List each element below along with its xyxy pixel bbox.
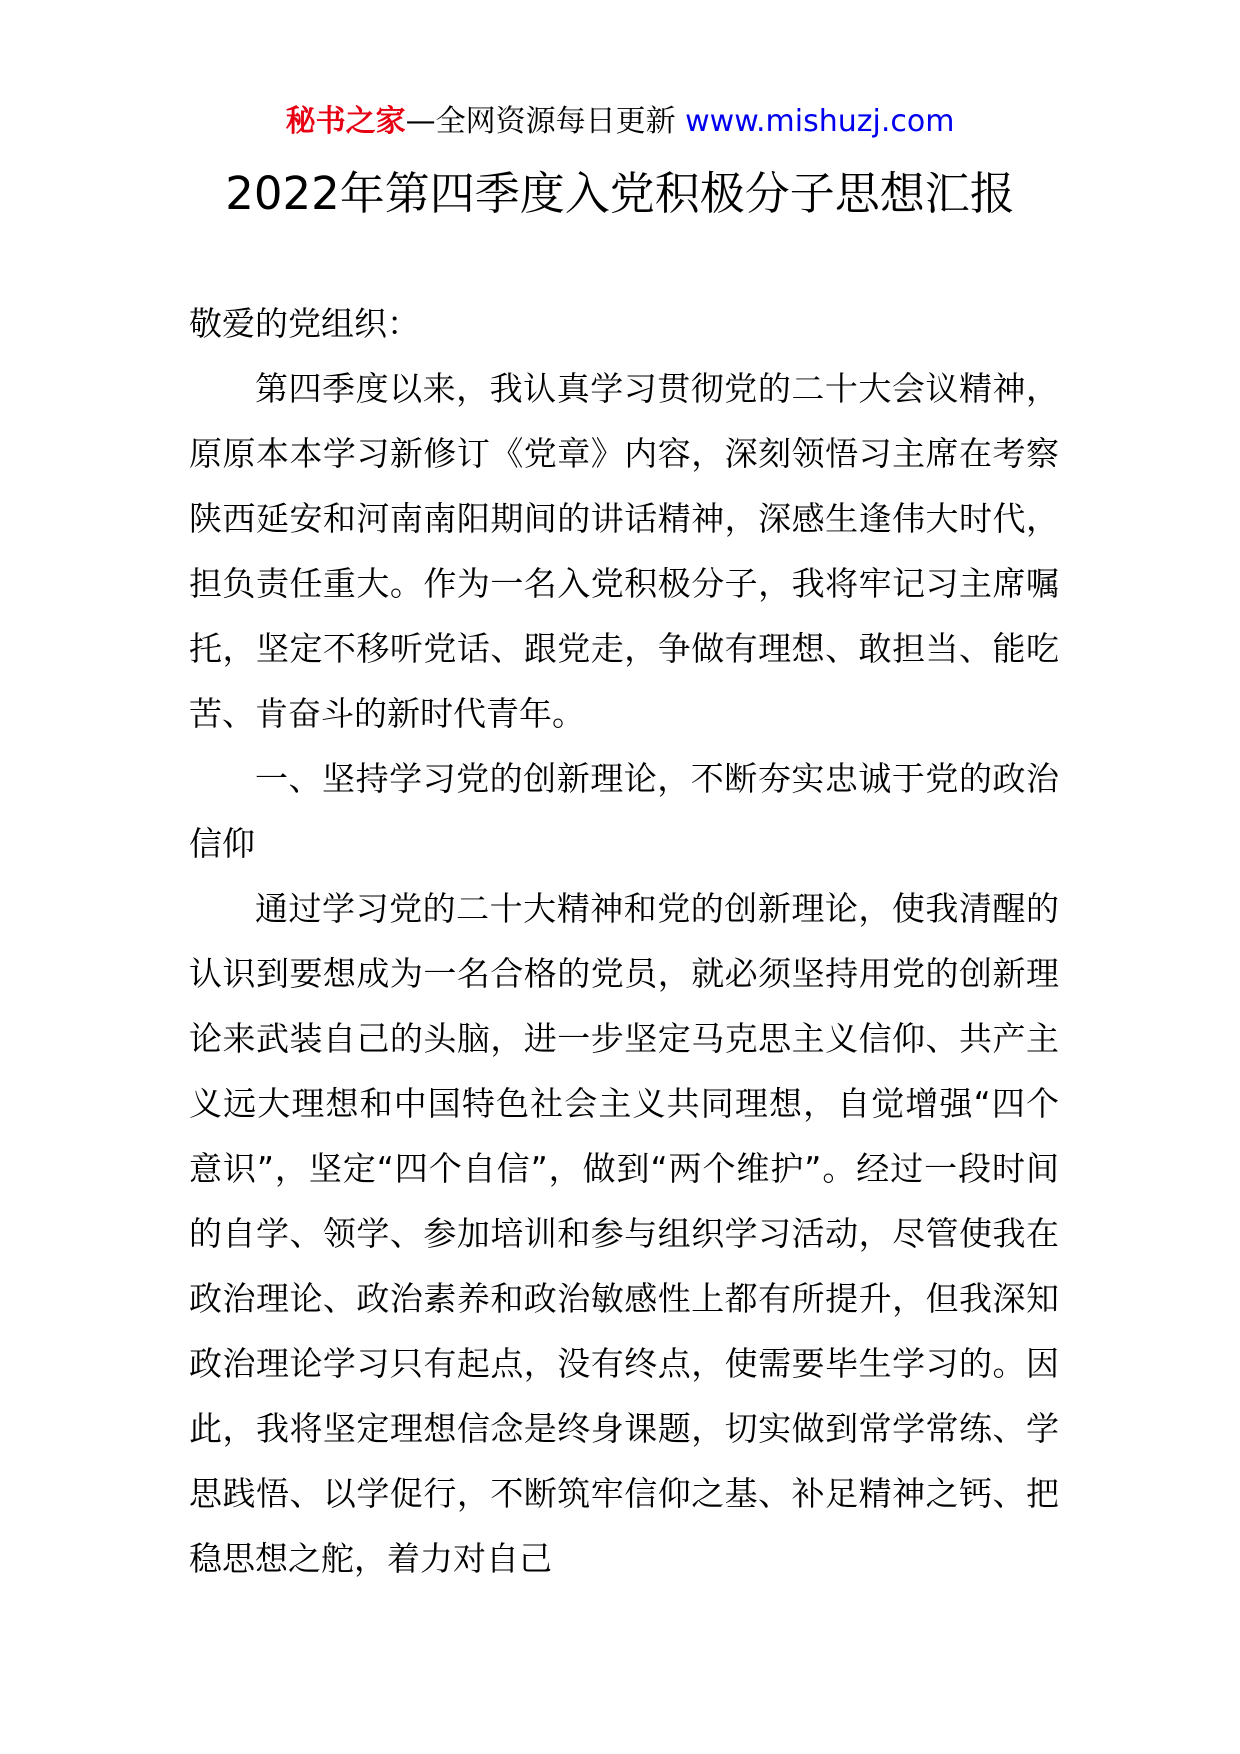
- salutation: 敬爱的党组织：: [189, 304, 420, 343]
- paragraph-intro: 第四季度以来，我认真学习贯彻党的二十大会议精神，原原本本学习新修订《党章》内容，深刻领悟习主席在考察陕西延安和河南南阳期间的讲话精神，深感生逢伟大时代，担负责任重大。作为一名入党积极分子，我将牢记习主席嘱托，坚定不移听党话、跟党走，争做有理想、敢担当、能吃苦、肯奋斗的新时代青年。: [189, 369, 1059, 733]
- paragraph-section-1: 通过学习党的二十大精神和党的创新理论，使我清醒的认识到要想成为一名合格的党员，就必须坚持用党的创新理论来武装自己的头脑，进一步坚定马克思主义信仰、共产主义远大理想和中国特色社会主义共同理想，自觉增强“四个意识”，坚定“四个自信”，做到“两个维护”。经过一段时间的自学、领学、参加培训和参与组织学习活动，尽管使我在政治理论、政治素养和政治敏感性上都有所提升，但我深知政治理论学习只有起点，没有终点，使需要毕生学习的。因此，我将坚定理想信念是终身课题，切实做到常学常练、学思践悟、以学促行，不断筑牢信仰之基、补足精神之钙、把稳思想之舵，着力对自己: [189, 889, 1059, 1578]
- header-banner: [0, 100, 1240, 144]
- header-tagline: —全网资源每日更新: [405, 104, 676, 139]
- section-heading-1: 一、坚持学习党的创新理论，不断夯实忠诚于党的政治信仰: [189, 759, 1059, 863]
- site-url-link[interactable]: www.mishuzj.com: [685, 104, 955, 139]
- document-title: 2022年第四季度入党积极分子思想汇报: [225, 167, 1015, 220]
- brand-name: 秘书之家: [285, 104, 406, 139]
- document-body: [189, 291, 1059, 1591]
